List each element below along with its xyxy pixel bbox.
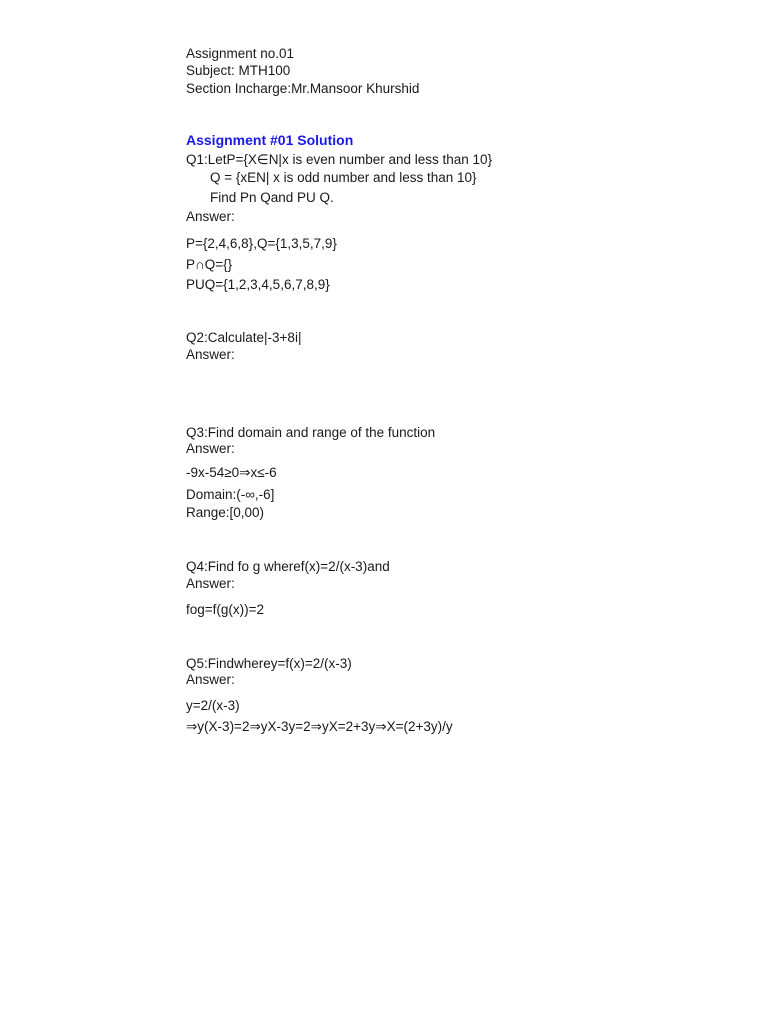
q4-answer-composition: fog=f(g(x))=2: [186, 602, 265, 617]
q4-answer-label: Answer:: [186, 576, 235, 591]
q2-answer-label: Answer:: [186, 347, 235, 362]
assignment-number: Assignment no.01: [186, 46, 295, 61]
q5-answer-steps: ⇒y(X-3)=2⇒yX-3y=2⇒yX=2+3y⇒X=(2+3y)/y: [186, 719, 453, 734]
q1-task: Find Pn Qand PU Q.: [210, 190, 334, 205]
q1-set-q: Q = {xEN| x is odd number and less than 10}: [210, 170, 477, 185]
q1-answer-union: PUQ={1,2,3,4,5,6,7,8,9}: [186, 277, 330, 292]
subject-line: Subject: MTH100: [186, 63, 291, 78]
q2-statement: Q2:Calculate|-3+8i|: [186, 330, 302, 345]
q1-answer-intersection: P∩Q={}: [186, 257, 233, 272]
q3-answer-inequality: -9x-54≥0⇒x≤-6: [186, 465, 277, 480]
q1-statement: Q1:LetP={X∈N|x is even number and less than 10}: [186, 152, 493, 167]
q1-answer-label: Answer:: [186, 209, 235, 224]
q3-answer-label: Answer:: [186, 441, 235, 456]
q5-answer-equation: y=2/(x-3): [186, 698, 240, 713]
q5-statement: Q5:Findwherey=f(x)=2/(x-3): [186, 656, 352, 671]
document-page: [186, 0, 746, 1024]
q3-answer-range: Range:[0,00): [186, 505, 265, 520]
section-incharge: Section Incharge:Mr.Mansoor Khurshid: [186, 81, 420, 96]
q1-answer-sets: P={2,4,6,8},Q={1,3,5,7,9}: [186, 236, 337, 251]
solution-heading: Assignment #01 Solution: [186, 132, 354, 148]
q3-statement: Q3:Find domain and range of the function: [186, 425, 436, 440]
q3-answer-domain: Domain:(-∞,-6]: [186, 487, 275, 502]
q5-answer-label: Answer:: [186, 672, 235, 687]
q4-statement: Q4:Find fo g wheref(x)=2/(x-3)and: [186, 559, 390, 574]
